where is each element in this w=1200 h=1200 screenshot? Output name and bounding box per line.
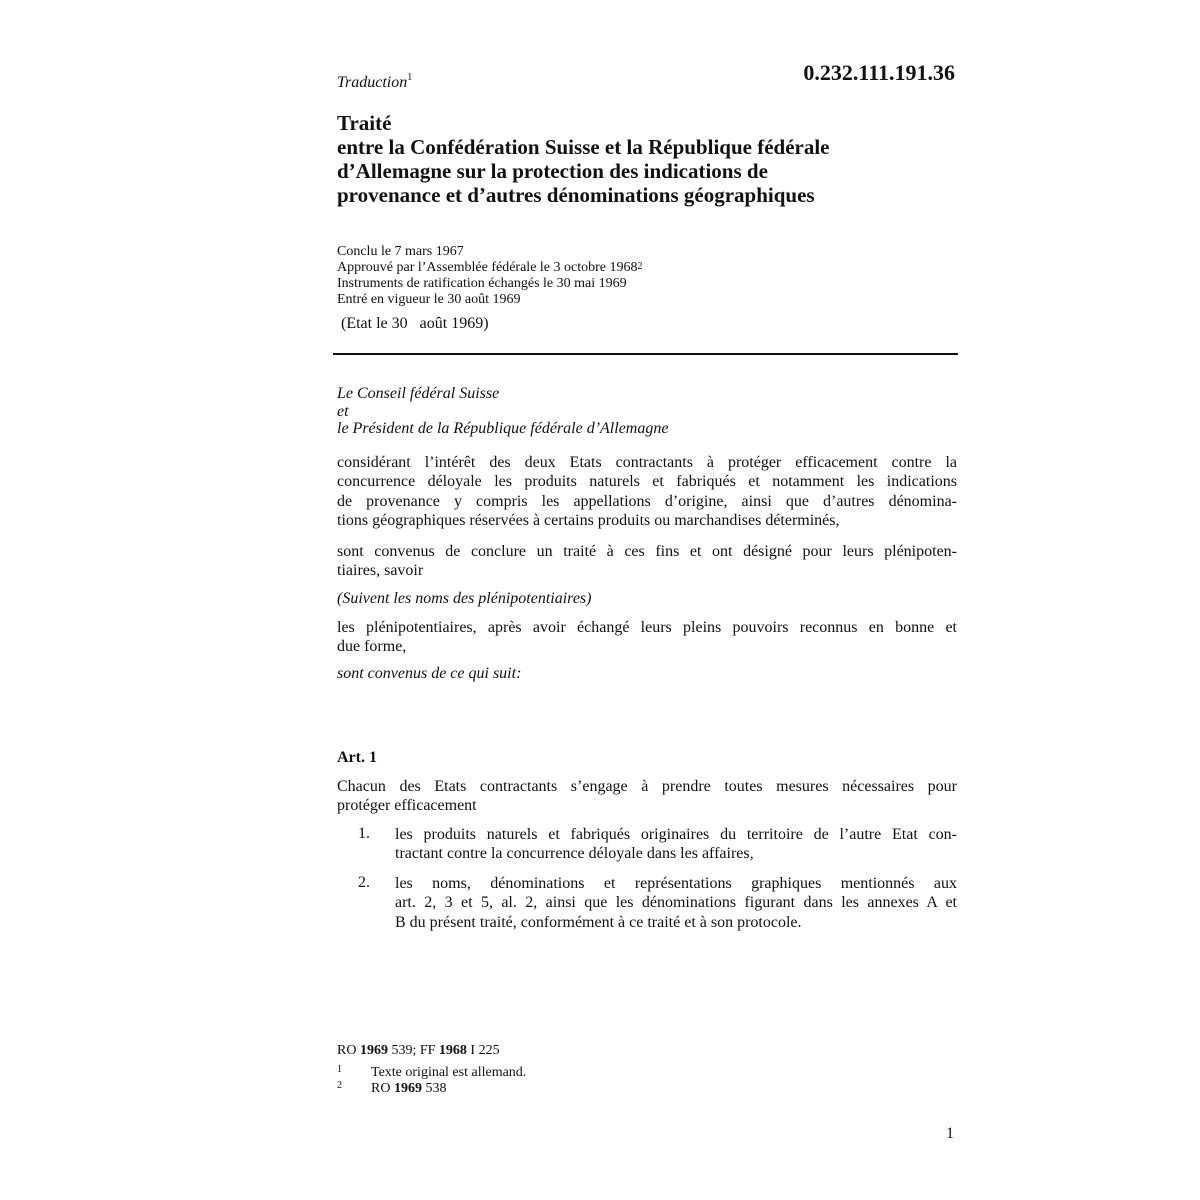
page-number: 1 — [946, 1125, 954, 1142]
footnote-text: Texte original est allemand. — [371, 1065, 527, 1080]
in-force-date: Entré en vigueur le 30 août 1969 — [337, 292, 521, 307]
title-line: entre la Confédération Suisse et la République fédérale — [337, 135, 830, 159]
footnote-text: RO 1969 538 — [371, 1081, 447, 1096]
text-line: protéger efficacement — [337, 797, 477, 815]
text-line: les noms, dénominations et représentations graphiques mentionnés aux — [395, 875, 957, 892]
document-number: 0.232.111.191.36 — [803, 60, 955, 85]
text-line: les produits naturels et fabriqués originaires du territoire de l’autre Etat con- — [395, 826, 957, 843]
document-title — [337, 111, 957, 207]
footnote-number: 1 — [337, 1064, 342, 1075]
title-line: d’Allemagne sur la protection des indications de — [337, 159, 768, 183]
list-number: 1. — [358, 825, 370, 842]
dates-block — [337, 244, 643, 308]
article-1-intro — [337, 777, 957, 816]
text-line: de provenance y compris les appellations d’origine, ainsi que d’autres dénomina- — [337, 492, 957, 510]
preamble-paragraph-agreed — [337, 542, 957, 581]
list-text — [395, 825, 957, 864]
header-divider — [333, 353, 958, 355]
party-conjunction: et — [337, 402, 349, 420]
preamble-paragraph-considering — [337, 453, 957, 531]
agreed-as-follows: sont convenus de ce qui suit: — [337, 665, 522, 682]
text-line: tions géographiques réservées à certains produits ou marchandises déterminés, — [337, 512, 840, 530]
footnote-ref-2[interactable]: 2 — [637, 261, 643, 272]
text-line: les plénipotentiaires, après avoir échangé leurs pleins pouvoirs reconnus en bonne et — [337, 619, 957, 636]
contracting-parties — [337, 385, 668, 438]
text-line: due forme, — [337, 638, 407, 656]
footnote-ref-1[interactable]: 1 — [407, 72, 413, 83]
list-number: 2. — [358, 874, 370, 891]
footnote-number: 2 — [337, 1080, 342, 1091]
document-page — [337, 0, 957, 1200]
translation-label: Traduction$^1$ — [337, 72, 413, 91]
title-line: provenance et d’autres dénominations géographiques — [337, 183, 815, 207]
preamble-paragraph-powers — [337, 618, 957, 657]
official-references: RO 1969 539; FF 1968 I 225 — [337, 1043, 500, 1058]
article-1-heading: Art. 1 — [337, 749, 377, 766]
approved-date: Approuvé par l’Assemblée fédérale le 3 octobre 1968$^2$ — [337, 260, 643, 275]
text-line: concurrence déloyale les produits naturels et fabriqués et notamment les indications — [337, 473, 957, 491]
text-line: sont convenus de conclure un traité à ces fins et ont désigné pour leurs plénipoten- — [337, 543, 957, 560]
list-text — [395, 874, 957, 932]
text-line: Chacun des Etats contractants s’engage à prendre toutes mesures nécessaires pour — [337, 778, 957, 795]
text-line: art. 2, 3 et 5, al. 2, ainsi que les dénominations figurant dans les annexes A et — [395, 894, 957, 912]
party-switzerland: Le Conseil fédéral Suisse — [337, 385, 500, 402]
text-line: tiaires, savoir — [337, 562, 424, 580]
plenipotentiaries-note: (Suivent les noms des plénipotentiaires) — [337, 590, 592, 607]
state-date: (Etat le 30 août 1969) — [341, 315, 489, 332]
title-line: Traité — [337, 111, 392, 135]
concluded-date: Conclu le 7 mars 1967 — [337, 244, 464, 259]
ratification-date: Instruments de ratification échangés le 30 mai 1969 — [337, 276, 627, 291]
text-line: tractant contre la concurrence déloyale dans les affaires, — [395, 845, 754, 863]
text-line: considérant l’intérêt des deux Etats contractants à protéger efficacement contre la — [337, 454, 957, 471]
text-line: B du présent traité, conformément à ce traité et à son protocole. — [395, 913, 802, 931]
party-germany: le Président de la République fédérale d’Allemagne — [337, 420, 669, 437]
